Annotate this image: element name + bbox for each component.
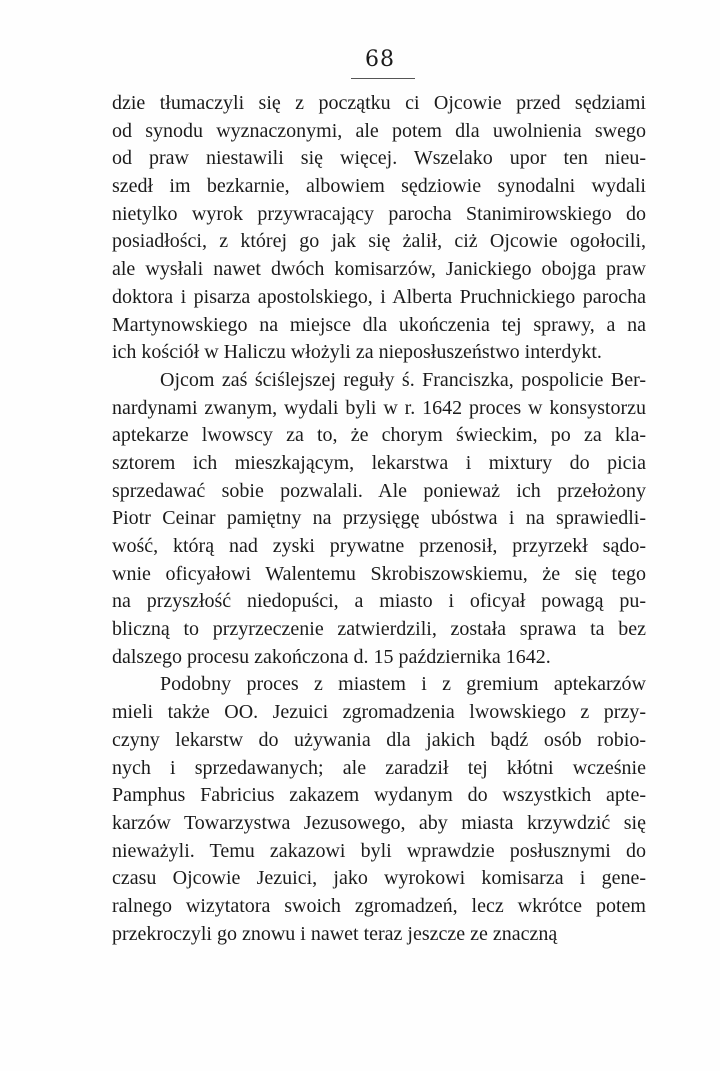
text-line: od praw niestawili się więcej. Wszelako upor ten nieu- [112, 147, 646, 170]
text-line: na przyszłość niedopuści, a miasto i oficyał powagą pu- [112, 590, 646, 613]
page-number: 68 [365, 47, 395, 72]
text-line: szedł im bezkarnie, albowiem sędziowie synodalni wydali [112, 175, 646, 198]
text-line: nardynami zwanym, wydali byli w r. 1642 proces w konsystorzu [112, 396, 646, 419]
text-line: posiadłości, z której go jak się żalił, ciż Ojcowie ogołocili, [112, 230, 646, 253]
text-body [112, 90, 646, 948]
text-line: ralnego wizytatora swoich zgromadzeń, lecz wkrótce potem [112, 894, 646, 917]
text-line: wnie oficyałowi Walentemu Skrobiszowskiemu, że się tego [112, 562, 646, 585]
paragraph-1 [112, 90, 646, 367]
text-line: czyny lekarstw do używania dla jakich bądź osób robio- [112, 728, 646, 751]
text-line: Podobny proces z miastem i z gremium aptekarzów [160, 673, 646, 696]
text-line: dzie tłumaczyli się z początku ci Ojcowie przed sędziami [112, 92, 646, 114]
text-line: karzów Towarzystwa Jezusowego, aby miasta krzywdzić się [112, 811, 646, 834]
text-line: czasu Ojcowie Jezuici, jako wyrokowi komisarza i gene- [112, 867, 646, 890]
paragraph-3 [112, 671, 646, 948]
text-line: mieli także OO. Jezuici zgromadzenia lwowskiego z przy- [112, 701, 646, 724]
text-line: Martynowskiego na miejsce dla ukończenia tej sprawy, a na [112, 313, 646, 336]
text-line: nieważyli. Temu zakazowi byli wprawdzie posłusznymi do [112, 839, 646, 862]
text-line: aptekarze lwowscy za to, że chorym świeckim, po za kla- [112, 424, 646, 447]
text-line: Piotr Ceinar pamiętny na przysięgę ubóstwa i na sprawiedli- [112, 507, 646, 530]
text-line: doktora i pisarza apostolskiego, i Alberta Pruchnickiego parocha [112, 285, 646, 308]
text-line: bliczną to przyrzeczenie zatwierdzili, została sprawa ta bez [112, 618, 646, 641]
text-line: Pamphus Fabricius zakazem wydanym do wszystkich apte- [112, 784, 646, 807]
text-line: sprzedawać sobie pozwalali. Ale ponieważ ich przełożony [112, 479, 646, 502]
margin-binding-mark [698, 22, 708, 64]
text-line: nych i sprzedawanych; ale zaradził tej kłótni wcześnie [112, 756, 646, 779]
paragraph-2 [112, 367, 646, 672]
text-line: ich kościół w Haliczu włożyli za nieposłuszeństwo interdykt. [112, 341, 602, 364]
text-line: wość, którą nad zyski prywatne przenosił, przyrzekł sądo- [112, 535, 646, 557]
text-line: Ojcom zaś ściślejszej reguły ś. Franciszka, pospolicie Ber- [160, 368, 646, 391]
text-line: dalszego procesu zakończona d. 15 października 1642. [112, 645, 551, 668]
text-line: przekroczyli go znowu i nawet teraz jeszcze ze znaczną [112, 922, 558, 945]
header-rule [351, 78, 415, 79]
text-line: ale wysłali nawet dwóch komisarzów, Janickiego obojga praw [112, 258, 646, 281]
text-line: od synodu wyznaczonymi, ale potem dla uwolnienia swego [112, 119, 646, 142]
text-line: sztorem ich mieszkającym, lekarstwa i mixtury do picia [112, 451, 646, 474]
text-line: nietylko wyrok przywracający parocha Stanimirowskiego do [112, 202, 646, 225]
